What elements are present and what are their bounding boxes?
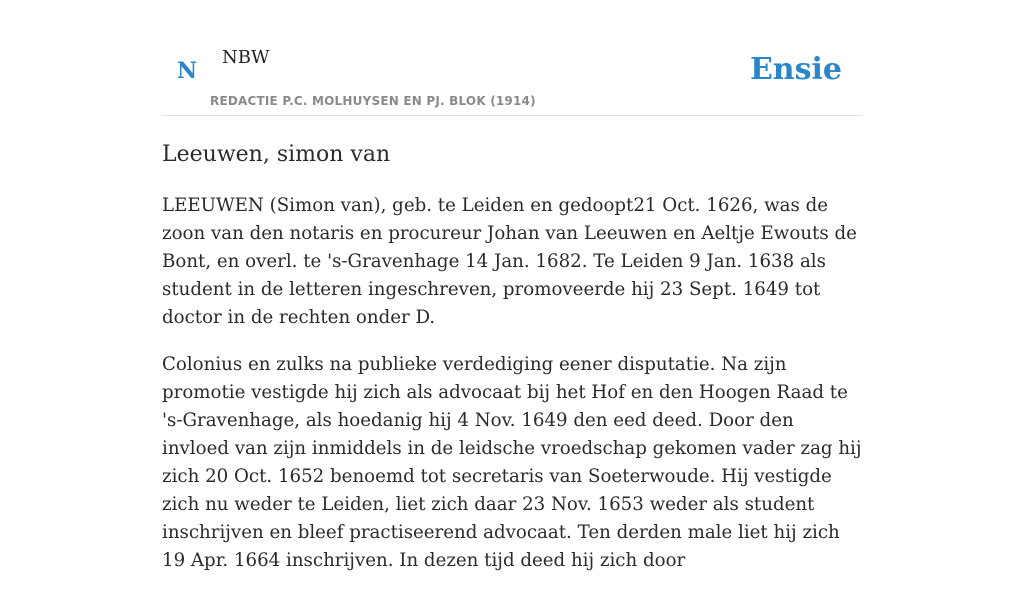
entry-paragraph: LEEUWEN (Simon van), geb. te Leiden en gedoopt21 Oct. 1626, was de zoon van den notaris en procureur Johan van Leeuwen en Aeltje Ewouts de Bont, en overl. te 's-Gravenhage 14 Jan. 1682. Te Leiden 9 Jan. 1638 als student in de letteren ingeschreven, promoveerde hij 23 Sept. 1649 tot doctor in de rechten onder D.	[162, 195, 857, 328]
entry-title: Leeuwen, simon van	[162, 142, 391, 167]
entry-paragraph: Colonius en zulks na publieke verdediging eener disputatie. Na zijn promotie vestigde hij zich als advocaat bij het Hof en den Hoogen Raad te 's-Gravenhage, als hoedanig hij 4 Nov. 1649 den eed deed. Door den invloed van zijn inmiddels in de leidsche vroedschap gekomen vader zag hij zich 20 Oct. 1652 benoemd tot secretaris van Soeterwoude. Hij vestigde zich nu weder te Leiden, liet zich daar 23 Nov. 1653 weder als student inschrijven en bleef practiseerend advocaat. Ten derden male liet hij zich 19 Apr. 1664 inschrijven. In dezen tijd deed hij zich door	[162, 354, 862, 571]
source-logo[interactable]: N	[177, 58, 198, 84]
brand-logo[interactable]: Ensie	[749, 52, 842, 87]
source-header	[162, 40, 862, 116]
source-subtitle: REDACTIE P.C. MOLHUYSEN EN PJ. BLOK (1914)	[210, 94, 536, 108]
entry-body	[162, 192, 864, 594]
source-title[interactable]: NBW	[222, 47, 270, 68]
